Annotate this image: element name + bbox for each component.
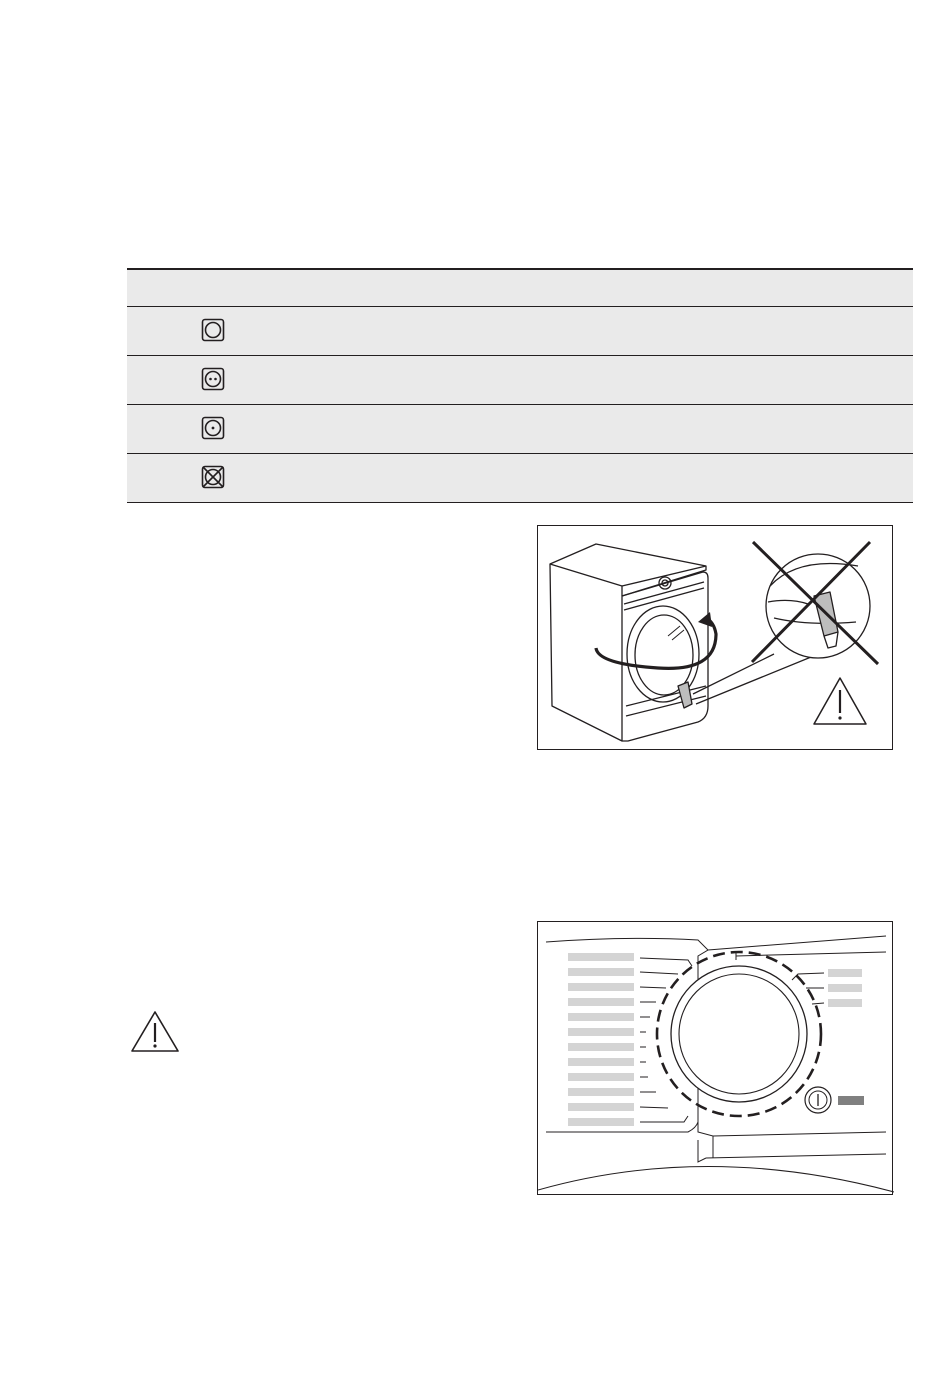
care-symbols-table — [127, 268, 913, 503]
warning-triangle-icon — [814, 678, 866, 724]
table-row-do-not-tumble-dry — [127, 454, 913, 503]
warning-triangle-icon — [130, 1010, 180, 1054]
program-dial-icon — [657, 952, 821, 1116]
program-labels — [568, 953, 634, 1126]
table-row-tumble-dry-low-heat — [127, 405, 913, 454]
table-row-tumble-dry-normal-heat — [127, 356, 913, 405]
control-panel-illustration — [538, 922, 894, 1196]
power-button-icon — [805, 1087, 864, 1113]
tumble-dry-low-heat-icon — [201, 416, 225, 440]
table-header — [127, 268, 913, 307]
tumble-dry-icon — [201, 318, 225, 342]
dryer-door-figure — [537, 525, 893, 750]
tumble-dry-normal-heat-icon — [201, 367, 225, 391]
dryer-appliance-illustration — [538, 526, 894, 751]
control-panel-figure — [537, 921, 893, 1195]
do-not-tumble-dry-icon — [201, 465, 225, 489]
table-row-tumble-dry — [127, 307, 913, 356]
